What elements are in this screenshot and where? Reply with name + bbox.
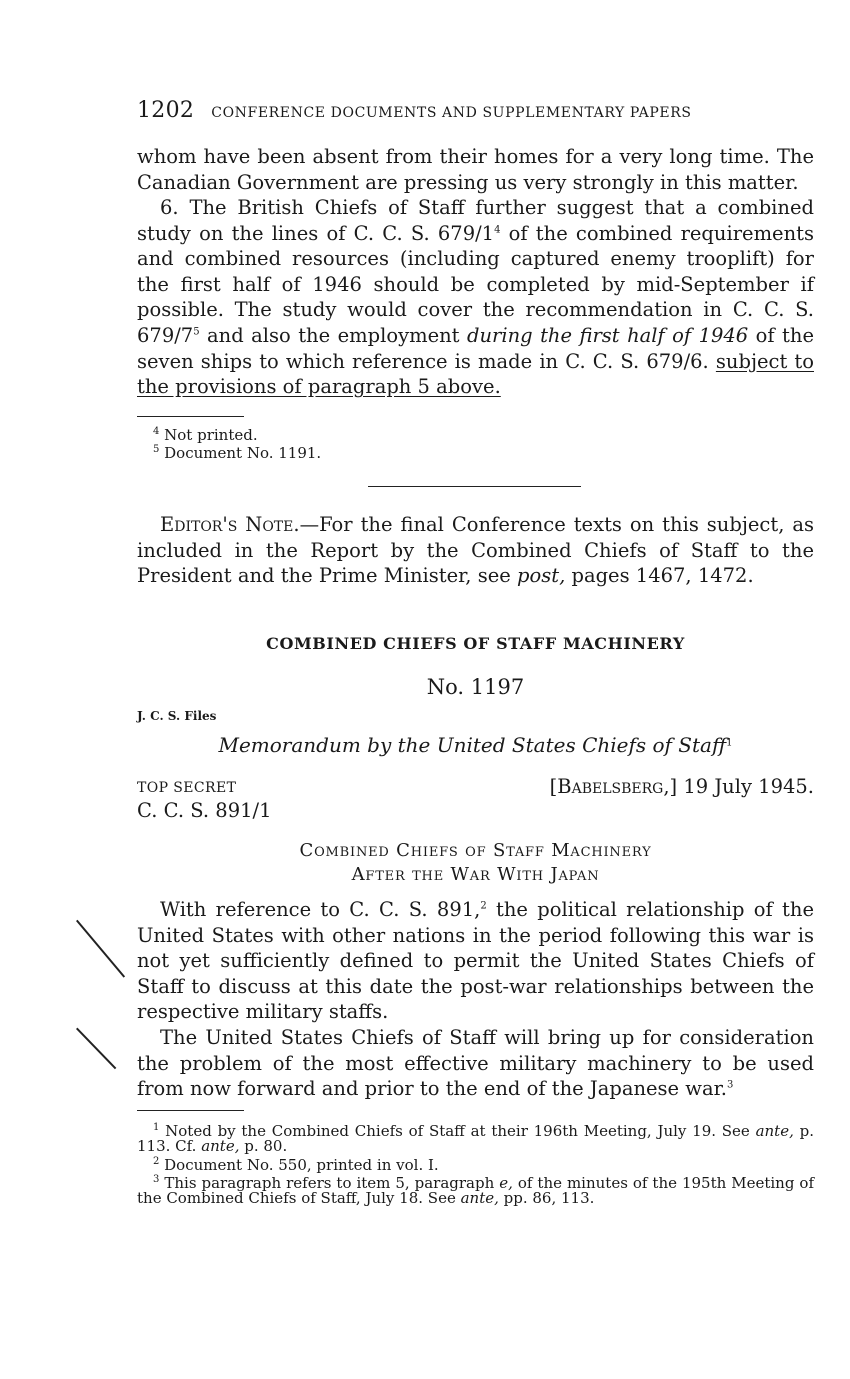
editors-note-post: post, xyxy=(517,564,566,588)
footnote-ref-4: 4 xyxy=(494,224,501,236)
body-p2-text: The United States Chiefs of Staff will bring up for consideration the problem of the most effective military machinery to be used from now forward and prior to the end of the Japanese war. xyxy=(137,1026,814,1101)
footnote-2 xyxy=(137,1158,814,1173)
fn1-text-a: Noted by the Combined Chiefs of Staff at their 196th Meeting, July 19. See xyxy=(165,1122,756,1140)
footnote-ref-2: 2 xyxy=(480,900,487,912)
fn3-ante: ante, xyxy=(460,1189,499,1207)
fn3-text-a: This paragraph refers to item 5, paragraph xyxy=(164,1174,500,1192)
dateline-place: [Babelsberg,] xyxy=(549,775,678,798)
para6-italic: during the first half of 1946 xyxy=(466,323,749,347)
editors-note-text-a: For the final Conference texts on this subject, as included in the Report by the Combined Chiefs of Staff to the President and the Prime Minister, see xyxy=(137,513,814,588)
reference-number: C. C. S. 891/1 xyxy=(137,799,272,822)
footnote-text: Document No. 1191. xyxy=(164,444,322,462)
document-number: No. 1197 xyxy=(426,675,525,699)
footnote-3 xyxy=(137,1176,814,1206)
fn2-text: Document No. 550, printed in vol. I. xyxy=(164,1156,439,1174)
margin-mark-2 xyxy=(76,1028,116,1069)
dateline xyxy=(480,775,814,798)
body-paragraph-2 xyxy=(137,1025,814,1102)
classification: TOP SECRET xyxy=(137,780,237,796)
running-header xyxy=(137,98,817,123)
para6-text-mid3: of the seven ships to which reference is made in C. C. S. 679/6. xyxy=(137,323,814,373)
fn1-ante: ante, xyxy=(755,1122,794,1140)
para6-text-mid1: of the combined requirements and combined resources (including captured enemy trooplift) for the first half of 1946 should be completed by mid-September if possible. The study would cover the recommendation in C. C. S. 679/7 xyxy=(137,221,815,347)
footnote-mark: 5 xyxy=(153,444,160,455)
footnote-rule-top xyxy=(137,416,244,417)
footnote-ref-5: 5 xyxy=(193,326,200,338)
fn3-e: e, xyxy=(499,1174,513,1192)
body-paragraph-1 xyxy=(137,897,814,1025)
footnote-1 xyxy=(137,1124,814,1154)
footnote-ref-1: 1 xyxy=(726,737,733,749)
margin-mark-1 xyxy=(76,920,125,978)
editors-note-label: Editor's Note. xyxy=(160,513,300,536)
footnote-4 xyxy=(153,428,258,443)
subject-line-1: Combined Chiefs of Staff Machinery xyxy=(299,840,652,861)
memo-title: Memorandum by the United States Chiefs of Staff xyxy=(218,733,727,757)
fn1-text-c: p. 80. xyxy=(239,1137,288,1155)
fn3-text-b: of the minutes of the 195th Meeting of the Combined Chiefs of Staff, July 18. See xyxy=(137,1174,814,1207)
fn1-text-b: p. 113. Cf. xyxy=(137,1122,814,1155)
fn3-text-c: pp. 86, 113. xyxy=(498,1189,595,1207)
memo-title-line xyxy=(137,733,814,757)
editors-note-dash: — xyxy=(299,513,320,536)
footnote-mark: 3 xyxy=(153,1174,160,1185)
footnote-rule-bottom xyxy=(137,1110,244,1111)
page-number: 1202 xyxy=(137,98,195,123)
paragraph-6 xyxy=(137,195,814,400)
body-p1-text-b: the political relationship of the United States with other nations in the period following this war is not yet sufficiently defined to permit the United States Chiefs of Staff to discuss at this date the post-war relationships between the respective military staffs. xyxy=(137,898,814,1024)
para6-underlined-insertion: subject to the provisions of paragraph 5 above. xyxy=(137,349,814,399)
subject-line-2: After the War With Japan xyxy=(351,864,600,885)
footnote-mark: 1 xyxy=(153,1122,160,1133)
footnote-text: Not printed. xyxy=(164,426,258,444)
editors-note xyxy=(137,512,814,589)
continuation-paragraph xyxy=(137,144,814,195)
footnote-5 xyxy=(153,446,321,461)
footnote-ref-3: 3 xyxy=(727,1079,734,1091)
editors-note-text-b: pages 1467, 1472. xyxy=(565,564,754,588)
footnote-mark: 2 xyxy=(153,1156,160,1167)
section-separator-rule xyxy=(368,486,581,487)
section-heading: COMBINED CHIEFS OF STAFF MACHINERY xyxy=(266,634,685,653)
para6-text-start: 6. The British Chiefs of Staff further suggest that a combined study on the lines of C. C. S. 679/1 xyxy=(137,196,814,245)
footnote-mark: 4 xyxy=(153,426,160,437)
fn1-ante-2: ante, xyxy=(201,1137,240,1155)
dateline-date: 19 July 1945. xyxy=(677,775,814,798)
body-p1-text-a: With reference to C. C. S. 891, xyxy=(160,898,481,921)
para6-text-mid2: and also the employment xyxy=(199,323,467,347)
files-label: J. C. S. Files xyxy=(137,709,217,723)
continuation-text: whom have been absent from their homes for a very long time. The Canadian Government are pressing us very strongly in this matter. xyxy=(137,145,814,194)
running-title: CONFERENCE DOCUMENTS AND SUPPLEMENTARY PAPERS xyxy=(211,105,692,121)
